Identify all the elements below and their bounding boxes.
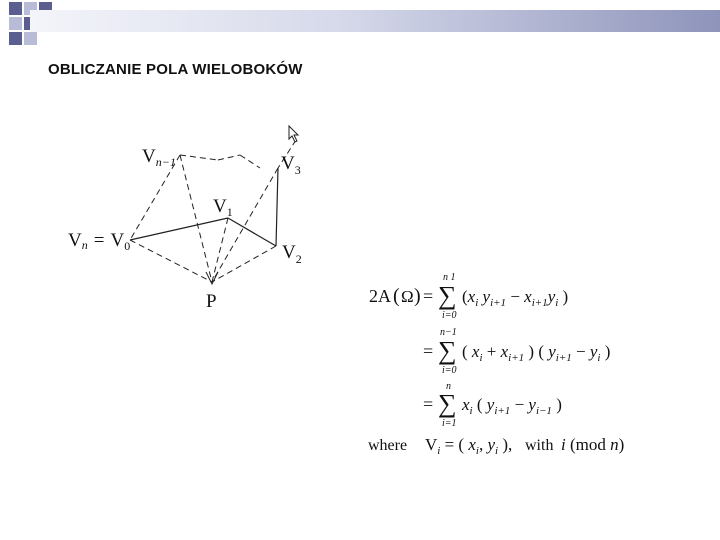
formula-sum-2: ∑ — [438, 336, 457, 365]
formula-term-2: ( $x_i + x_{i+1}$ ) ( $y_{i+1} - y_i$ ) — [462, 342, 611, 364]
formula-sum-2-upper: n−1 — [440, 327, 457, 338]
formula-sum-1-lower: i=0 — [442, 310, 457, 321]
formula-term-3: $x_i$ ( $y_{i+1} - y_{i-1}$ ) — [462, 395, 562, 417]
formula-mod: i (mod n) — [561, 435, 625, 454]
formula-paren-r: ) — [414, 285, 421, 307]
formula-vertex-def: $V_i$ = ( $x_i$, $y_i$ ), — [425, 435, 513, 457]
formula-sum-3-lower: i=1 — [442, 418, 457, 429]
formula-with: with — [525, 437, 554, 454]
formula-sum-1-upper: n 1 — [443, 272, 456, 283]
formula-omega: Ω — [401, 287, 414, 306]
formula-paren-l: ( — [393, 285, 400, 307]
formula-sum-3-upper: n — [446, 381, 451, 392]
label-vn-v0: $Vn = V_0$ — [68, 230, 131, 253]
label-p: P — [206, 291, 217, 312]
formula-term-1: ($x_i$ $y_{i+1} - x_{i+1}y_i$ ) — [462, 287, 569, 309]
formula-sum-1: ∑ — [438, 281, 457, 310]
label-v1: $V_1$ — [213, 196, 233, 219]
formula-eq-3: = — [423, 394, 434, 414]
label-vn1: $V_{n-1}$ — [142, 146, 176, 169]
formula-eq-1: = — [423, 286, 434, 306]
formula-where: where — [368, 437, 408, 454]
formula-sum-2-lower: i=0 — [442, 365, 457, 376]
slide-title: OBLICZANIE POLA WIELOBOKÓW — [48, 61, 303, 78]
label-v2: $V_2$ — [282, 242, 302, 266]
label-v3: $V_3$ — [281, 153, 301, 177]
formula-sum-3: ∑ — [438, 389, 457, 418]
formula-eq-2: = — [423, 341, 434, 361]
formula-lhs: 2A — [369, 286, 391, 306]
